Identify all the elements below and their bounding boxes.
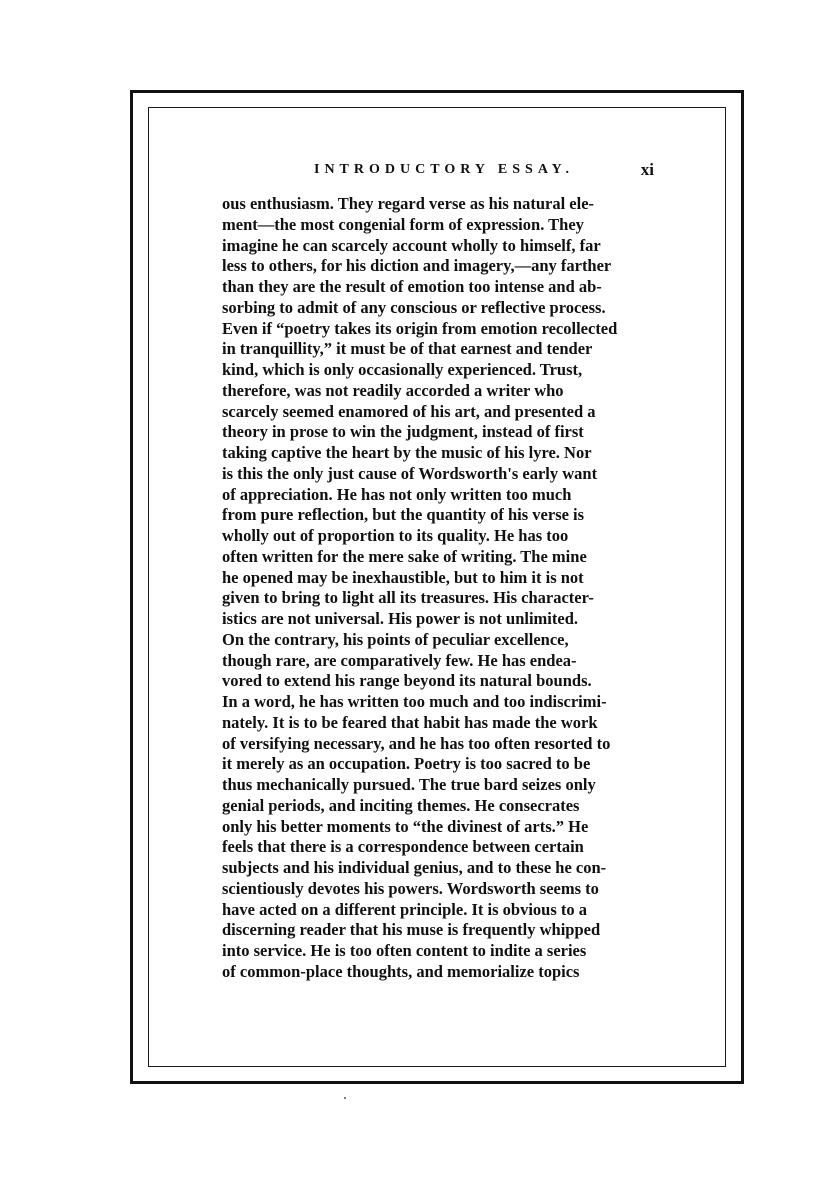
text-line: of appreciation. He has not only written too much	[222, 484, 572, 504]
text-line: from pure reflection, but the quantity of his verse is	[222, 505, 585, 525]
page-number: xi	[640, 160, 654, 179]
running-title: INTRODUCTORY ESSAY.	[314, 162, 574, 177]
text-line: of versifying necessary, and he has too often resorted to	[222, 733, 611, 753]
text-line: into service. He is too often content to indite a series	[222, 941, 587, 960]
text-line: Even if “poetry takes its origin from emotion recollected	[222, 318, 618, 338]
text-line: imagine he can scarcely account wholly to himself, far	[222, 235, 601, 255]
text-line: discerning reader that his muse is frequently whipped	[222, 920, 601, 940]
text-line: ous enthusiasm. They regard verse as his natural ele-	[222, 194, 595, 213]
text-line: scientiously devotes his powers. Wordsworth seems to	[222, 878, 599, 898]
text-line: therefore, was not readily accorded a writer who	[222, 380, 564, 400]
text-line: theory in prose to win the judgment, instead of first	[222, 422, 584, 442]
text-line: is this the only just cause of Wordsworth's early want	[222, 463, 598, 483]
text-line: often written for the mere sake of writing. The mine	[222, 546, 587, 566]
text-line: genial periods, and inciting themes. He consecrates	[222, 795, 580, 815]
text-line: though rare, are comparatively few. He has endea-	[222, 650, 577, 670]
text-line: kind, which is only occasionally experienced. Trust,	[222, 360, 583, 379]
text-line: less to others, for his diction and imagery,—any farther	[222, 256, 612, 276]
text-line: istics are not universal. His power is not unlimited.	[222, 609, 578, 628]
stray-ink-mark	[344, 1097, 346, 1099]
text-line: thus mechanically pursued. The true bard seizes only	[222, 775, 596, 794]
text-line: scarcely seemed enamored of his art, and presented a	[222, 401, 596, 421]
text-line: In a word, he has written too much and too indiscrimi-	[222, 692, 607, 711]
text-line: wholly out of proportion to its quality. He has too	[222, 526, 569, 545]
text-line: ment—the most congenial form of expression. They	[222, 214, 584, 234]
text-line: than they are the result of emotion too intense and ab-	[222, 277, 602, 296]
text-line: On the contrary, his points of peculiar excellence,	[222, 629, 569, 649]
text-line: only his better moments to “the divinest of arts.” He	[222, 816, 589, 836]
body-text	[222, 194, 654, 983]
text-line: feels that there is a correspondence between certain	[222, 837, 584, 857]
running-head	[222, 158, 654, 182]
text-line: subjects and his individual genius, and to these he con-	[222, 858, 607, 877]
text-line: of common-place thoughts, and memorialize topics	[222, 961, 580, 981]
text-line: nately. It is to be feared that habit has made the work	[222, 712, 598, 732]
text-line: in tranquillity,” it must be of that earnest and tender	[222, 339, 593, 359]
text-line: it merely as an occupation. Poetry is too sacred to be	[222, 754, 591, 774]
text-line: given to bring to light all its treasures. His character-	[222, 588, 594, 608]
text-line: have acted on a different principle. It is obvious to a	[222, 899, 587, 919]
text-line: vored to extend his range beyond its natural bounds.	[222, 671, 592, 691]
text-line: he opened may be inexhaustible, but to him it is not	[222, 567, 584, 587]
text-line: taking captive the heart by the music of his lyre. Nor	[222, 443, 592, 462]
text-line: sorbing to admit of any conscious or reflective process.	[222, 297, 606, 317]
